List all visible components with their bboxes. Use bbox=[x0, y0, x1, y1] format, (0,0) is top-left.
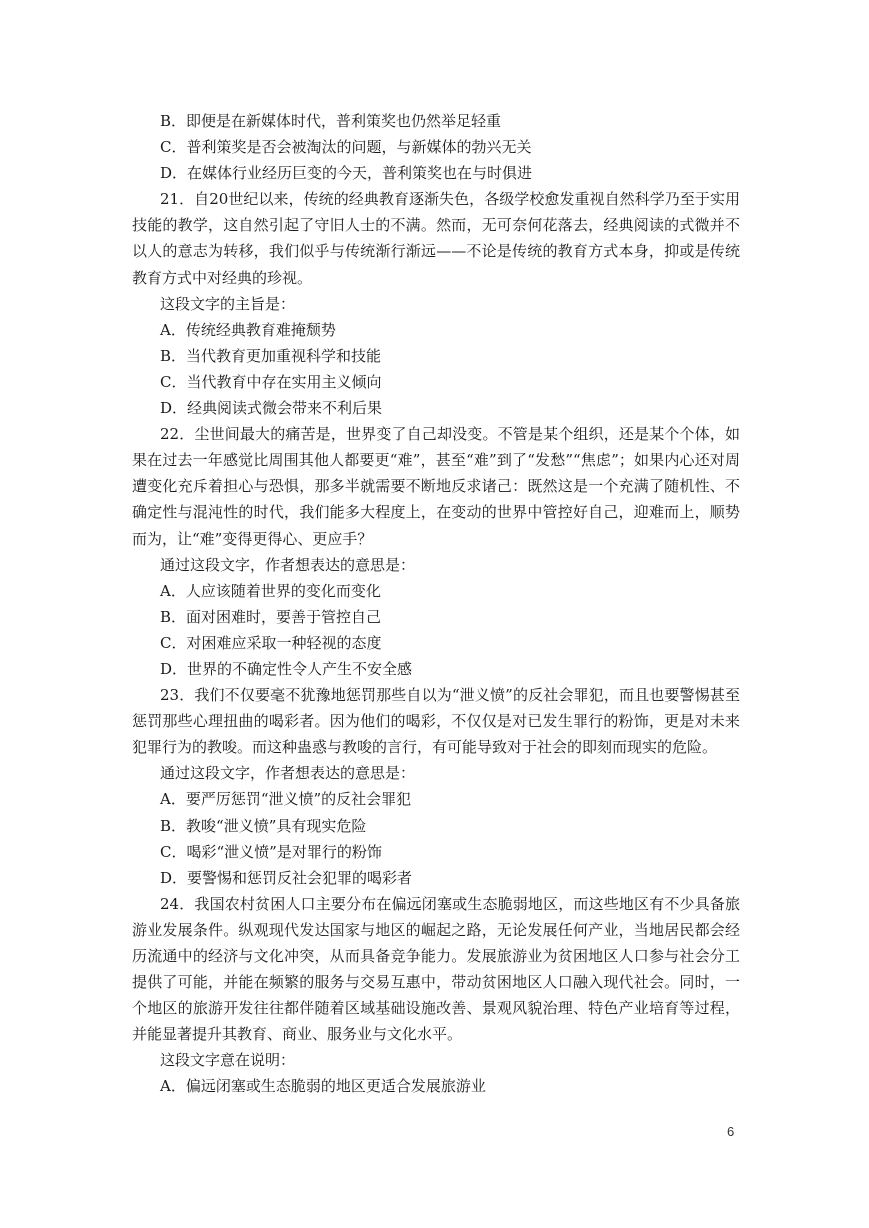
option-23-a: A．要严厉惩罚“泄义愤”的反社会罪犯 bbox=[160, 790, 412, 809]
question-22-text: 22．尘世间最大的痛苦是，世界变了自己却没变。不管是某个组织，还是某个个体，如果在过去一年感觉比周围其他人都要更“难”，甚至“难”到了“发愁”“焦虑”；如果内心还对周遭变化充斥着担心与恐惧，那多半就需要不断地反求诸己：既然这是一个充满了随机性、不确定性与混沌性的时代，我们能多大程度上，在变动的世界中管控好自己，迎难而上，顺势而为，让“难”变得更得心、更应手？ bbox=[132, 425, 740, 548]
page-content bbox=[132, 108, 740, 1100]
option-22-b: B．面对困难时，要善于管控自己 bbox=[160, 607, 382, 626]
option-20-d: D．在媒体行业经历巨变的今天，普利策奖也在与时俱进 bbox=[160, 164, 533, 183]
option-23-b: B．教唆“泄义愤”具有现实危险 bbox=[160, 816, 367, 835]
question-21-prompt: 这段文字的主旨是： bbox=[160, 294, 296, 313]
question-24-prompt: 这段文字意在说明： bbox=[160, 1051, 296, 1070]
option-22-d: D．世界的不确定性令人产生不安全感 bbox=[160, 659, 413, 678]
question-22-prompt: 通过这段文字，作者想表达的意思是： bbox=[160, 555, 416, 574]
question-24-text: 24．我国农村贫困人口主要分布在偏远闭塞或生态脆弱地区，而这些地区有不少具备旅游业发展条件。纵观现代发达国家与地区的崛起之路，无论发展任何产业，当地居民都会经历流通中的经济与文化冲突，从而具备竞争能力。发展旅游业为贫困地区人口参与社会分工提供了可能，并能在频繁的服务与交易互惠中，带动贫困地区人口融入现代社会。同时，一个地区的旅游开发往往都伴随着区域基础设施改善、景观风貌治理、特色产业培育等过程，并能显著提升其教育、商业、服务业与文化水平。 bbox=[132, 894, 740, 1044]
question-23-text: 23．我们不仅要毫不犹豫地惩罚那些自以为“泄义愤”的反社会罪犯，而且也要警惕甚至惩罚那些心理扭曲的喝彩者。因为他们的喝彩，不仅仅是对已发生罪行的粉饰，更是对未来犯罪行为的教唆。而这种蛊惑与教唆的言行，有可能导致对于社会的即刻而现实的危险。 bbox=[132, 686, 740, 757]
option-22-c: C．对困难应采取一种轻视的态度 bbox=[160, 633, 382, 652]
option-20-b: B．即便是在新媒体时代，普利策奖也仍然举足轻重 bbox=[160, 112, 502, 130]
option-20-c: C．普利策奖是否会被淘汰的问题，与新媒体的勃兴无关 bbox=[160, 138, 532, 157]
option-21-d: D．经典阅读式微会带来不利后果 bbox=[160, 399, 383, 418]
question-23-prompt: 通过这段文字，作者想表达的意思是： bbox=[160, 764, 416, 783]
option-21-c: C．当代教育中存在实用主义倾向 bbox=[160, 372, 382, 391]
option-23-c: C．喝彩“泄义愤”是对罪行的粉饰 bbox=[160, 842, 382, 861]
option-24-a: A．偏远闭塞或生态脆弱的地区更适合发展旅游业 bbox=[160, 1077, 486, 1096]
option-21-a: A．传统经典教育难掩颓势 bbox=[160, 320, 336, 339]
option-22-a: A．人应该随着世界的变化而变化 bbox=[160, 581, 381, 600]
option-21-b: B．当代教育更加重视科学和技能 bbox=[160, 346, 382, 365]
option-23-d: D．要警惕和惩罚反社会犯罪的喝彩者 bbox=[160, 868, 413, 887]
page-number: 6 bbox=[727, 1124, 735, 1139]
question-21-text: 21．自20世纪以来，传统的经典教育逐渐失色，各级学校愈发重视自然科学乃至于实用技能的教学，这自然引起了守旧人士的不满。然而，无可奈何花落去，经典阅读的式微并不以人的意志为转移，我们似乎与传统渐行渐远——不论是传统的教育方式本身，抑或是传统教育方式中对经典的珍视。 bbox=[132, 190, 740, 287]
